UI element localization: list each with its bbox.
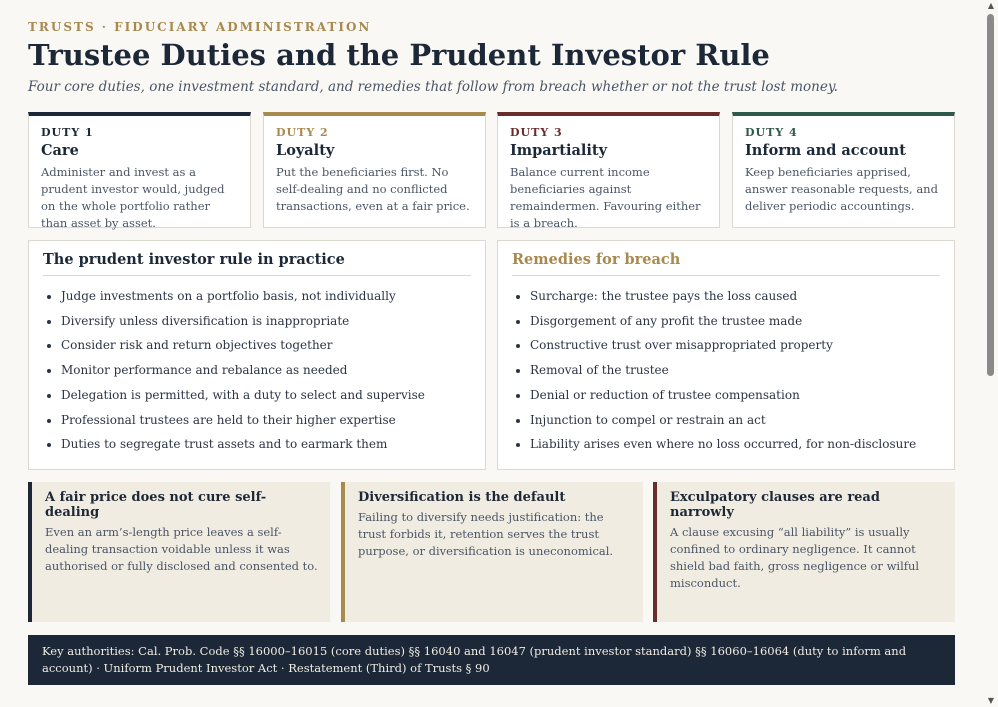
panel-title: The prudent investor rule in practice (43, 251, 471, 276)
page-subtitle: Four core duties, one investment standard, and remedies that follow from breach whether or not the trust lost money. (28, 79, 838, 95)
note-diversification (341, 482, 643, 622)
duty-description: Keep beneficiaries apprised, answer reasonable requests, and deliver periodic accountings. (745, 165, 938, 213)
list-item: • Removal of the trustee (530, 358, 940, 383)
duty-description: Administer and invest as a prudent investor would, judged on the whole portfolio rather than asset by asset. (41, 165, 225, 230)
list-item: • Delegation is permitted, with a duty to select and supervise (61, 383, 471, 408)
list-item: • Duties to segregate trust assets and to earmark them (61, 432, 471, 457)
duty-number: DUTY 2 (276, 126, 329, 139)
duty-card-inform (732, 112, 955, 228)
list-item: • Surcharge: the trustee pays the loss caused (530, 284, 940, 309)
duty-name: Inform and account (745, 142, 906, 159)
duty-name: Loyalty (276, 142, 335, 159)
prudent-list (43, 284, 471, 457)
remedies-list (512, 284, 940, 457)
list-item: • Monitor performance and rebalance as needed (61, 358, 471, 383)
page-title: Trustee Duties and the Prudent Investor Rule (28, 38, 770, 72)
prudent-investor-panel (28, 240, 486, 470)
duty-card-loyalty (263, 112, 486, 228)
duty-name: Impartiality (510, 142, 608, 159)
note-self-dealing (28, 482, 330, 622)
duty-card-care (28, 112, 251, 228)
duty-number: DUTY 3 (510, 126, 563, 139)
note-title: Exculpatory clauses are read narrowly (670, 490, 880, 520)
list-item: • Consider risk and return objectives together (61, 333, 471, 358)
key-authorities-footer: Key authorities: Cal. Prob. Code §§ 16000–16015 (core duties) §§ 16040 and 16047 (prudent investor standard) §§ 16060–16064 (duty to inform and account) · Uniform Prudent Investor Act · Restatement (Third) of Trusts § 90 (28, 635, 955, 685)
vertical-scrollbar[interactable] (983, 0, 998, 707)
list-item: • Injunction to compel or restrain an act (530, 408, 940, 433)
duty-cards (28, 112, 955, 228)
scroll-up-icon[interactable]: ▲ (987, 1, 994, 10)
note-title: Diversification is the default (358, 490, 566, 505)
list-item: • Judge investments on a portfolio basis, not individually (61, 284, 471, 309)
scrollbar-thumb[interactable] (987, 14, 994, 376)
duty-number: DUTY 4 (745, 126, 798, 139)
duty-card-impartiality (497, 112, 720, 228)
list-item: • Constructive trust over misappropriated property (530, 333, 940, 358)
note-body: Even an arm’s-length price leaves a self-dealing transaction voidable unless it was authorised or fully disclosed and consented to. (45, 525, 318, 573)
duty-description: Put the beneficiaries first. No self-dealing and no conflicted transactions, even at a fair price. (276, 165, 470, 213)
list-item: • Professional trustees are held to their higher expertise (61, 408, 471, 433)
note-exculpatory (653, 482, 955, 622)
list-item: • Liability arises even where no loss occurred, for non-disclosure (530, 432, 940, 457)
note-body: A clause excusing “all liability” is usually confined to ordinary negligence. It cannot shield bad faith, gross negligence or wilful misconduct. (670, 525, 920, 590)
list-item: • Denial or reduction of trustee compensation (530, 383, 940, 408)
duty-number: DUTY 1 (41, 126, 94, 139)
list-item: • Disgorgement of any profit the trustee made (530, 309, 940, 334)
scroll-down-icon[interactable]: ▼ (987, 696, 994, 705)
duty-name: Care (41, 142, 79, 159)
remedies-panel (497, 240, 955, 470)
eyebrow: TRUSTS · FIDUCIARY ADMINISTRATION (28, 20, 372, 34)
note-title: A fair price does not cure self-dealing (45, 490, 267, 520)
list-item: • Diversify unless diversification is inappropriate (61, 309, 471, 334)
note-body: Failing to diversify needs justification: the trust forbids it, retention serves the trust purpose, or diversification is uneconomical. (358, 510, 614, 558)
duty-description: Balance current income beneficiaries against remaindermen. Favouring either is a breach. (510, 165, 701, 230)
panel-title: Remedies for breach (512, 251, 940, 276)
